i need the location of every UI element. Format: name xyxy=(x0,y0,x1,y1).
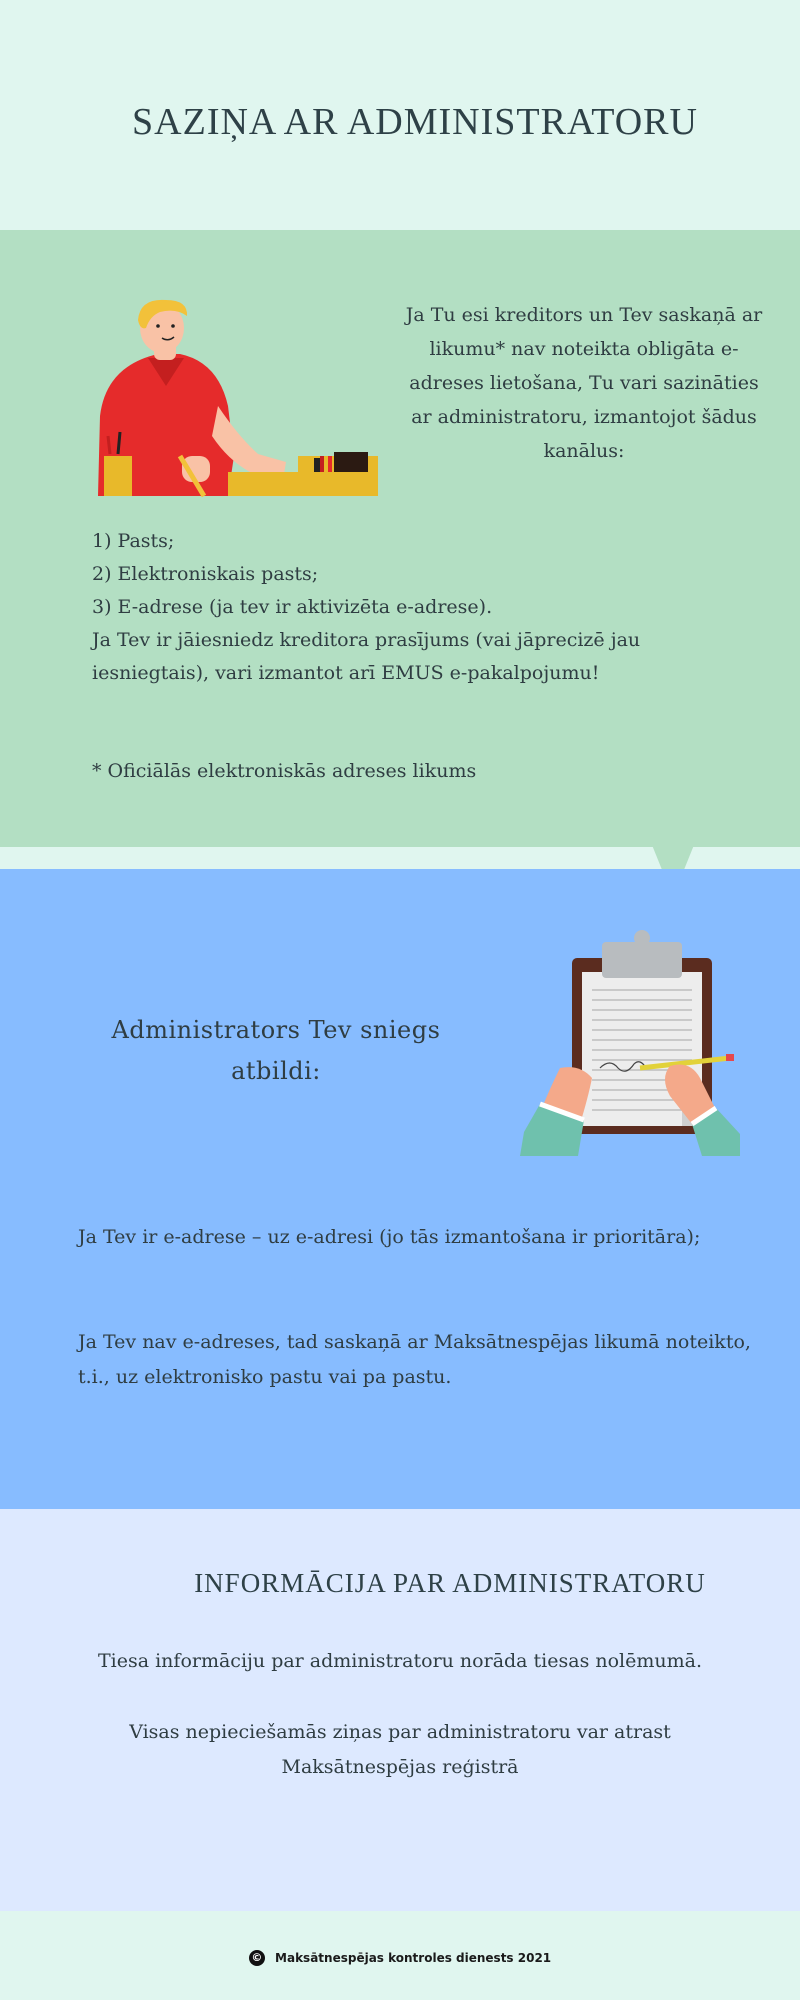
info-paragraph: Visas nepieciešamās ziņas par administratoru var atrast Maksātnespējas reģistrā xyxy=(129,1721,671,1778)
footer xyxy=(0,1950,800,1966)
list-item: 2) Elektroniskais pasts; xyxy=(92,563,319,585)
info-title: INFORMĀCIJA PAR ADMINISTRATORU xyxy=(194,1568,706,1598)
clipboard-signing-icon xyxy=(520,928,740,1158)
footnote: * Oficiālās elektroniskās adreses likums xyxy=(92,760,477,782)
reply-heading: Administrators Tev sniegs atbildi: xyxy=(111,1016,441,1085)
copyright-icon: © xyxy=(249,1950,265,1966)
info-paragraph: Tiesa informāciju par administratoru norāda tiesas nolēmumā. xyxy=(97,1650,703,1672)
reply-item: Ja Tev ir e-adrese – uz e-adresi (jo tās izmantošana ir prioritāra); xyxy=(78,1226,701,1248)
footer-text: Maksātnespējas kontroles dienests 2021 xyxy=(275,1951,552,1965)
contact-channel-list xyxy=(92,525,692,690)
person-at-desk-icon xyxy=(88,296,378,501)
contact-intro: Ja Tu esi kreditors un Tev saskaņā ar likumu* nav noteikta obligāta e-adreses lietošana, Tu vari sazināties ar administratoru, izmantojot šādus kanālus: xyxy=(405,304,763,462)
page-title: SAZIŅA AR ADMINISTRATORU xyxy=(132,101,698,143)
list-item: 3) E-adrese (ja tev ir aktivizēta e-adrese). xyxy=(92,596,493,618)
list-item: 1) Pasts; xyxy=(92,530,175,552)
reply-item: Ja Tev nav e-adreses, tad saskaņā ar Maksātnespējas likumā noteikto, t.i., uz elektronisko pastu vai pa pastu. xyxy=(78,1331,751,1388)
list-item: Ja Tev ir jāiesniedz kreditora prasījums (vai jāprecizē jau iesniegtais), vari izmantot arī EMUS e-pakalpojumu! xyxy=(92,629,641,684)
